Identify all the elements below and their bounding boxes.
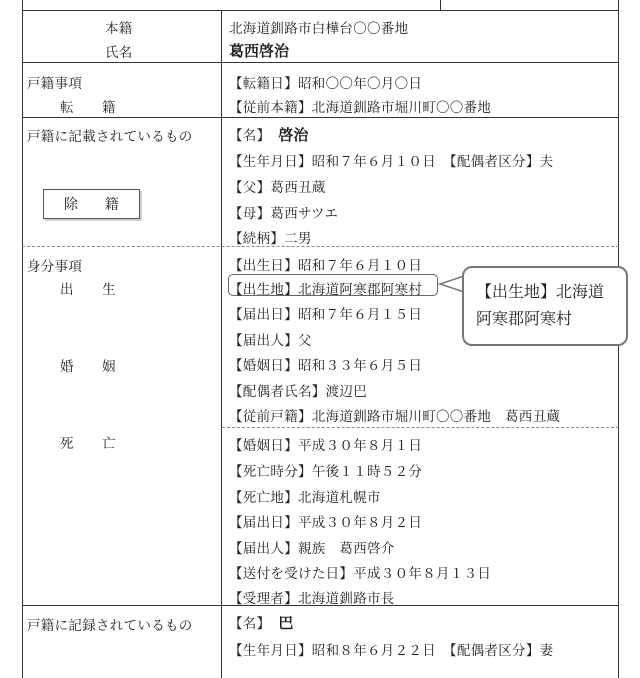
tenseki-label-1: 転 (60, 100, 74, 116)
marriage-label-2: 姻 (102, 359, 116, 375)
birth-reporter: 【届出人】父 (229, 333, 312, 349)
spouse-name: 【配偶者氏名】渡辺巴 (229, 384, 367, 400)
joseki-stamp-char-1: 除 (64, 197, 79, 213)
person-birthdate: 【生年月日】昭和７年６月１０日 【配偶者区分】夫 (229, 154, 554, 170)
top-tick (440, 0, 441, 10)
row-divider-koseki (22, 117, 619, 118)
birth-label-1: 出 (60, 282, 74, 298)
marriage-label-1: 婚 (60, 359, 74, 375)
table-border-left (22, 0, 23, 678)
person-name-row (229, 124, 308, 145)
person-father: 【父】葛西丑蔵 (229, 180, 326, 196)
row-divider-header (22, 62, 619, 63)
death-report-date: 【届出日】平成３０年８月２日 (229, 515, 423, 531)
person-name-value: 啓治 (278, 126, 309, 144)
birthplace-callout (462, 266, 628, 346)
callout-line-2: 阿寒郡阿寒村 (476, 309, 573, 328)
table-border-top (22, 10, 619, 11)
spouse-birthdate: 【生年月日】昭和８年６月２２日 【配偶者区分】妻 (229, 643, 554, 659)
received-date: 【送付を受けた日】平成３０年８月１３日 (229, 566, 492, 582)
death-time: 【死亡時分】午後１１時５２分 (229, 464, 423, 480)
shimei-value: 葛西啓治 (229, 42, 290, 60)
former-honseki: 【従前本籍】北海道釧路市堀川町〇〇番地 (229, 100, 492, 116)
spouse-name-row (229, 612, 293, 633)
spouse-name-value: 巴 (278, 614, 294, 632)
joseki-stamp (43, 189, 140, 219)
tenseki-label-2: 籍 (102, 100, 116, 116)
column-divider (221, 10, 222, 678)
marriage-date: 【婚姻日】昭和３３年６月５日 (229, 358, 423, 374)
birth-date: 【出生日】昭和７年６月１０日 (229, 258, 423, 274)
death-reporter: 【届出人】親族 葛西啓介 (229, 541, 395, 557)
birth-report-date: 【届出日】昭和７年６月１５日 (229, 307, 423, 323)
joseki-stamp-char-2: 籍 (104, 197, 119, 213)
honseki-label: 本籍 (105, 21, 133, 37)
dashed-divider-death (222, 427, 619, 428)
koseki-jiko-label: 戸籍事項 (27, 76, 83, 92)
dashed-divider-person (22, 246, 619, 247)
birthplace: 【出生地】北海道阿寒郡阿寒村 (229, 282, 423, 298)
birth-label-2: 生 (102, 282, 116, 298)
person-mother: 【母】葛西サツエ (229, 206, 339, 222)
death-label-1: 死 (60, 436, 74, 452)
tenseki-date: 【転籍日】昭和〇〇年〇月〇日 (229, 76, 423, 92)
former-koseki: 【従前戸籍】北海道釧路市堀川町〇〇番地 葛西丑蔵 (229, 409, 561, 425)
person-name-key: 【名】 (229, 128, 271, 144)
death-place: 【死亡地】北海道札幌市 (229, 490, 381, 506)
shimei-label: 氏名 (105, 45, 133, 61)
mibun-jiko-label: 身分事項 (27, 259, 83, 275)
receiver: 【受理者】北海道釧路市長 (229, 591, 395, 607)
honseki-value: 北海道釧路市白樺台〇〇番地 (229, 21, 409, 37)
death-label-2: 亡 (102, 436, 116, 452)
spouse-section-label: 戸籍に記録されているもの (27, 618, 193, 634)
death-line-1: 【婚姻日】平成３０年８月１日 (229, 438, 423, 454)
callout-line-1: 【出生地】北海道 (476, 282, 605, 301)
person-section-label: 戸籍に記載されているもの (27, 129, 193, 145)
spouse-name-key: 【名】 (229, 616, 271, 632)
person-relation: 【続柄】二男 (229, 231, 312, 247)
